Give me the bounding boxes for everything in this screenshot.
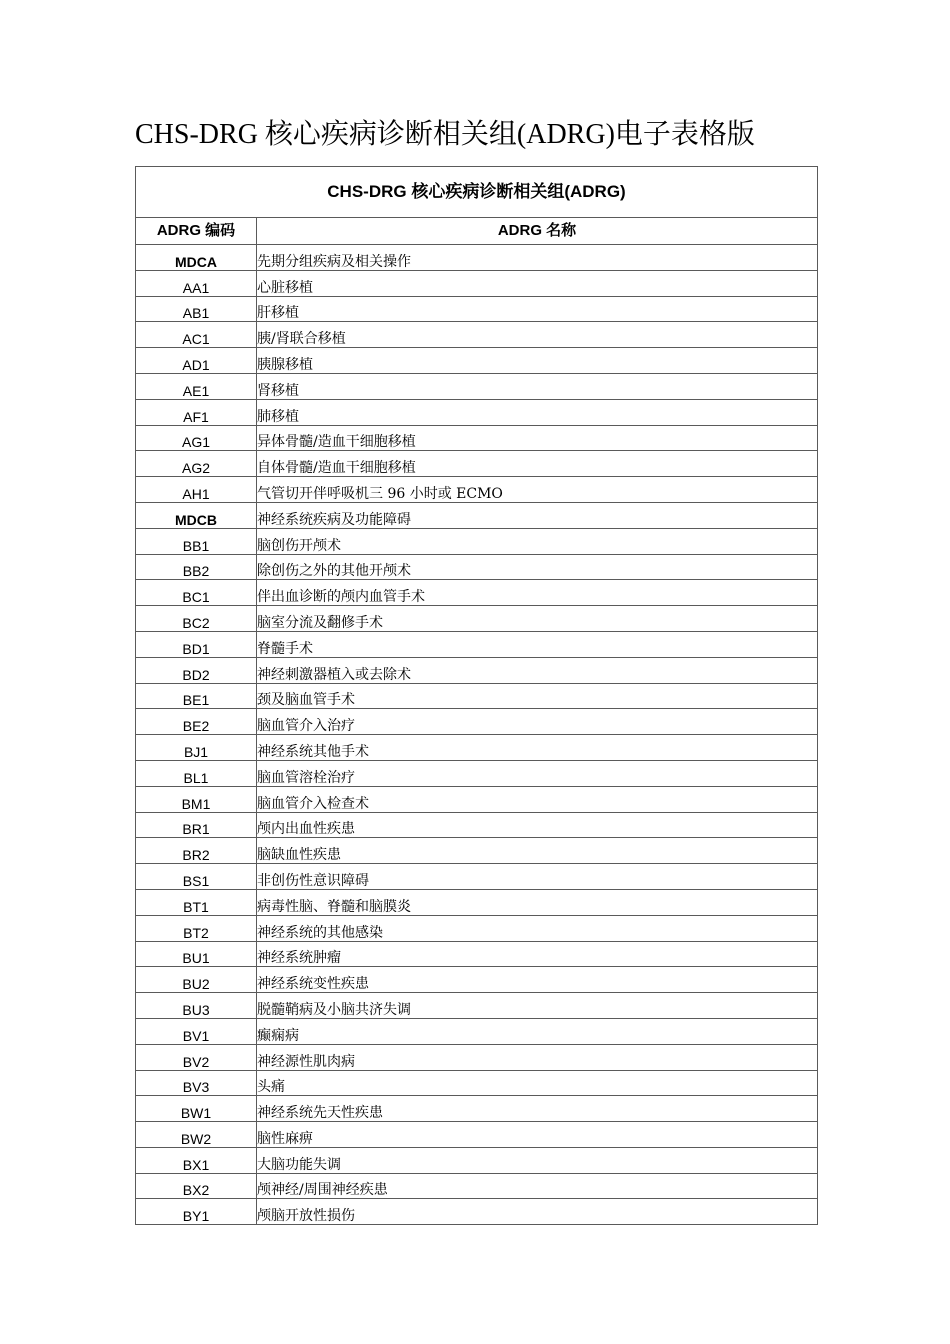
adrg-name-cell: 神经系统肿瘤 [257,941,818,967]
table-row [136,606,818,632]
column-header-name: ADRG 名称 [257,218,818,245]
adrg-name-cell: 病毒性脑、脊髓和脑膜炎 [257,889,818,915]
adrg-code-cell: BW2 [136,1122,257,1148]
table-row [136,941,818,967]
adrg-code-cell: MDCA [136,245,257,271]
adrg-code-cell: AG1 [136,425,257,451]
adrg-code-cell: AB1 [136,296,257,322]
table-row [136,1044,818,1070]
document-title: CHS-DRG 核心疾病诊断相关组(ADRG)电子表格版 [135,119,755,150]
adrg-name-cell: 神经源性肌肉病 [257,1044,818,1070]
adrg-name-cell: 伴出血诊断的颅内血管手术 [257,580,818,606]
table-row [136,245,818,271]
adrg-name-cell: 神经系统其他手术 [257,735,818,761]
adrg-code-cell: BX1 [136,1147,257,1173]
adrg-name-cell: 头痛 [257,1070,818,1096]
table-header-row [136,218,818,245]
adrg-name-cell: 脱髓鞘病及小脑共济失调 [257,993,818,1019]
adrg-code-cell: BU1 [136,941,257,967]
table-row [136,657,818,683]
adrg-code-cell: BX2 [136,1173,257,1199]
adrg-name-cell: 自体骨髓/造血干细胞移植 [257,451,818,477]
adrg-code-cell: BU2 [136,967,257,993]
adrg-code-cell: BV2 [136,1044,257,1070]
adrg-name-cell: 颅神经/周围神经疾患 [257,1173,818,1199]
table-row [136,889,818,915]
table-row [136,915,818,941]
adrg-name-cell: 胰/肾联合移植 [257,322,818,348]
adrg-name-cell: 气管切开伴呼吸机三 96 小时或 ECMO [257,477,818,503]
adrg-name-cell: 脊髓手术 [257,631,818,657]
table-row [136,296,818,322]
table-caption-row [136,167,818,218]
adrg-name-cell: 肺移植 [257,399,818,425]
adrg-code-cell: AG2 [136,451,257,477]
adrg-code-cell: AC1 [136,322,257,348]
adrg-name-cell: 神经系统疾病及功能障碍 [257,502,818,528]
adrg-code-cell: AA1 [136,270,257,296]
adrg-code-cell: BY1 [136,1199,257,1225]
adrg-name-cell: 脑性麻痹 [257,1122,818,1148]
column-header-code: ADRG 编码 [136,218,257,245]
adrg-code-cell: BB2 [136,554,257,580]
adrg-code-cell: AE1 [136,373,257,399]
table-row [136,451,818,477]
adrg-code-cell: BT1 [136,889,257,915]
adrg-name-cell: 脑室分流及翻修手术 [257,606,818,632]
table-row [136,864,818,890]
table-body [136,245,818,1225]
table-row [136,554,818,580]
adrg-code-cell: BU3 [136,993,257,1019]
adrg-code-cell: AF1 [136,399,257,425]
table-row [136,838,818,864]
table-row [136,399,818,425]
adrg-code-cell: AH1 [136,477,257,503]
adrg-code-cell: MDCB [136,502,257,528]
adrg-name-cell: 非创伤性意识障碍 [257,864,818,890]
table-row [136,631,818,657]
table-row [136,477,818,503]
table-row [136,683,818,709]
adrg-code-cell: BB1 [136,528,257,554]
adrg-code-cell: BV3 [136,1070,257,1096]
adrg-name-cell: 癫痫病 [257,1018,818,1044]
table-row [136,1173,818,1199]
adrg-code-cell: BS1 [136,864,257,890]
adrg-code-cell: BL1 [136,760,257,786]
adrg-name-cell: 脑缺血性疾患 [257,838,818,864]
table-row [136,1070,818,1096]
adrg-name-cell: 颅内出血性疾患 [257,812,818,838]
adrg-code-cell: BE2 [136,709,257,735]
adrg-code-cell: AD1 [136,348,257,374]
adrg-name-cell: 异体骨髓/造血干细胞移植 [257,425,818,451]
adrg-name-cell: 神经系统的其他感染 [257,915,818,941]
adrg-code-cell: BC1 [136,580,257,606]
table-row [136,348,818,374]
table-row [136,425,818,451]
adrg-name-cell: 先期分组疾病及相关操作 [257,245,818,271]
adrg-name-cell: 脑血管溶栓治疗 [257,760,818,786]
adrg-name-cell: 脑创伤开颅术 [257,528,818,554]
adrg-name-cell: 颈及脑血管手术 [257,683,818,709]
adrg-name-cell: 脑血管介入检查术 [257,786,818,812]
table-row [136,709,818,735]
adrg-code-cell: BM1 [136,786,257,812]
table-row [136,967,818,993]
adrg-name-cell: 颅脑开放性损伤 [257,1199,818,1225]
adrg-code-cell: BW1 [136,1096,257,1122]
table-row [136,1018,818,1044]
adrg-code-cell: BC2 [136,606,257,632]
table-caption: CHS-DRG 核心疾病诊断相关组(ADRG) [136,167,818,218]
table-row [136,322,818,348]
table-row [136,812,818,838]
adrg-code-cell: BT2 [136,915,257,941]
adrg-name-cell: 心脏移植 [257,270,818,296]
adrg-code-cell: BR1 [136,812,257,838]
adrg-table [135,166,818,1225]
table-row [136,580,818,606]
table-row [136,760,818,786]
table-row [136,735,818,761]
adrg-name-cell: 神经系统变性疾患 [257,967,818,993]
adrg-name-cell: 肝移植 [257,296,818,322]
table-row [136,1199,818,1225]
adrg-code-cell: BE1 [136,683,257,709]
table-row [136,373,818,399]
adrg-name-cell: 胰腺移植 [257,348,818,374]
table-row [136,1096,818,1122]
adrg-name-cell: 脑血管介入治疗 [257,709,818,735]
adrg-code-cell: BD2 [136,657,257,683]
table-row [136,1147,818,1173]
table-row [136,786,818,812]
table-row [136,1122,818,1148]
adrg-code-cell: BD1 [136,631,257,657]
table-row [136,270,818,296]
adrg-code-cell: BJ1 [136,735,257,761]
table-row [136,502,818,528]
table-row [136,993,818,1019]
adrg-name-cell: 肾移植 [257,373,818,399]
adrg-name-cell: 除创伤之外的其他开颅术 [257,554,818,580]
adrg-name-cell: 神经刺激器植入或去除术 [257,657,818,683]
table-row [136,528,818,554]
adrg-name-cell: 大脑功能失调 [257,1147,818,1173]
adrg-name-cell: 神经系统先天性疾患 [257,1096,818,1122]
adrg-code-cell: BV1 [136,1018,257,1044]
adrg-code-cell: BR2 [136,838,257,864]
